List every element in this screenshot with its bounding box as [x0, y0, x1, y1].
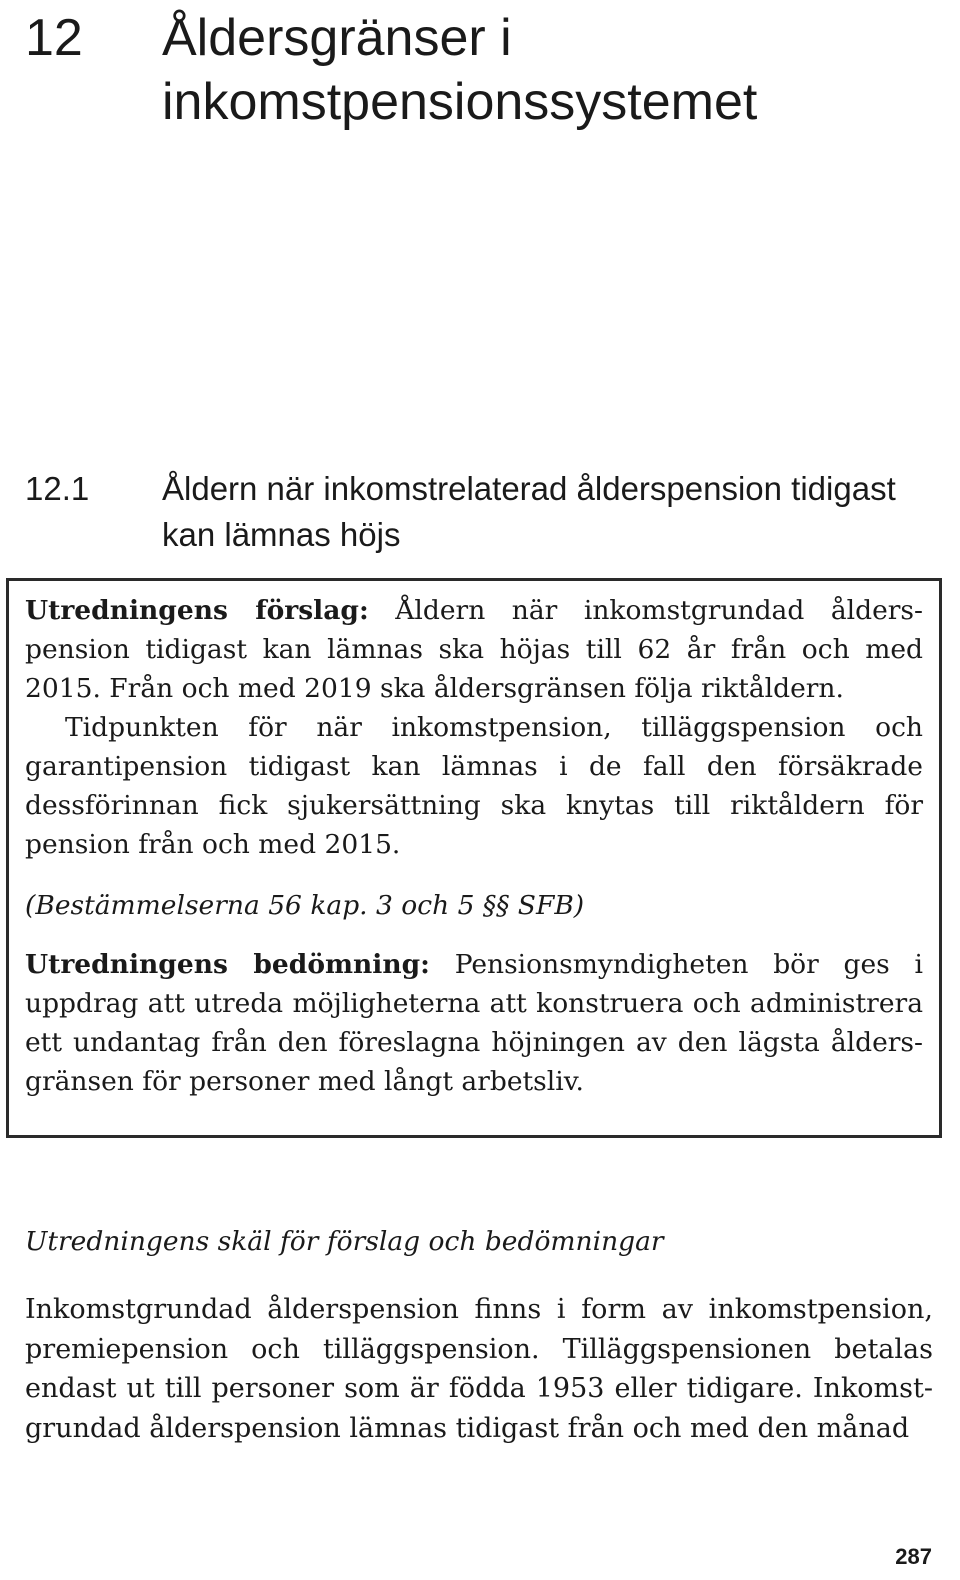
section-number: 12.1	[25, 470, 90, 507]
proposal-paragraph	[25, 591, 923, 864]
proposal-lead: Utredningens förslag:	[25, 595, 369, 626]
provisions-reference: (Bestämmelserna 56 kap. 3 och 5 §§ SFB)	[25, 890, 585, 921]
section-title: Åldern när inkomstrelaterad ålderspension tidigast kan lämnas höjs	[162, 470, 896, 553]
assessment-paragraph	[25, 945, 923, 1101]
page-number: 287	[895, 1544, 932, 1569]
sickness-compensation-text: Tidpunkten för när inkomstpension, tilläggspension och garantipension tidigast kan lämnas i de fall den försäkrade dessförinnan fick sjukersättning ska knytas till riktåldern för pension från och med 2015.	[25, 712, 923, 860]
reasons-heading: Utredningens skäl för förslag och bedömningar	[25, 1226, 664, 1257]
chapter-title: Åldersgränser i inkomstpensionssystemet	[162, 9, 758, 131]
proposal-box	[6, 578, 942, 1138]
assessment-lead: Utredningens bedömning:	[25, 949, 430, 980]
proposal-text: Åldern när inkomstgrundad ålderspension tidigast kan lämnas ska höjas till 62 år från och med 2015. Från och med 2019 ska åldersgränsen följa riktåldern.	[25, 595, 923, 704]
reasons-body: Inkomstgrundad ålderspension finns i form av inkomstpension, premiepension och tilläggspension. Tilläggspensionen betalas endast ut till personer som är födda 1953 eller tidigare. Inkomstgrundad ålderspension lämnas tidigast från och med den månad	[25, 1294, 933, 1444]
chapter-number: 12	[25, 9, 83, 67]
assessment-text: Pensionsmyndigheten bör ges i uppdrag att utreda möjligheterna att konstruera och administrera ett undantag från den föreslagna höjningen av den lägsta åldersgränsen för personer med långt arbetsliv.	[25, 949, 923, 1097]
